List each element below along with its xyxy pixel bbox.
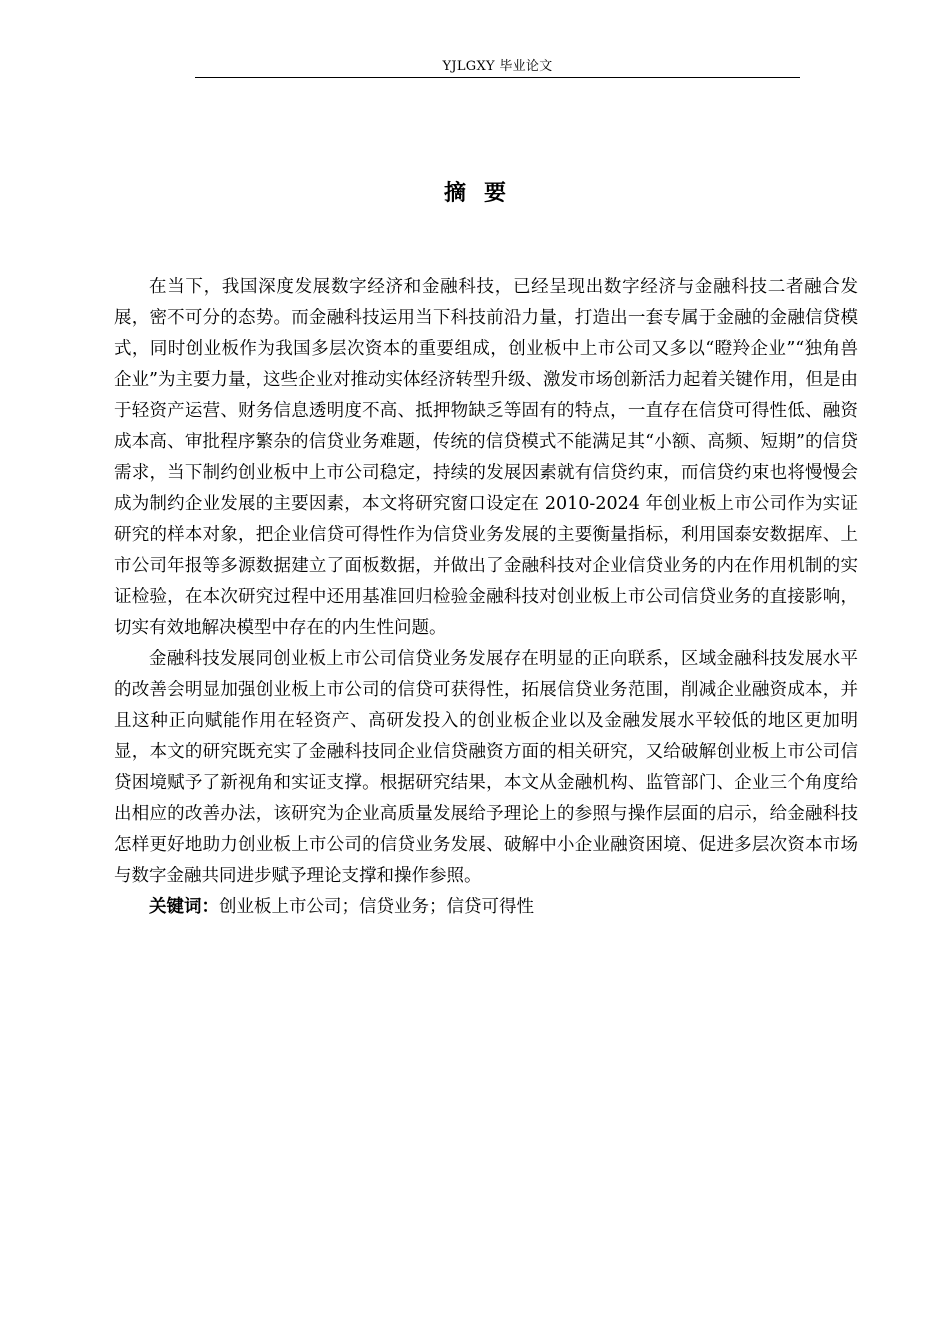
abstract-paragraph-2: 金融科技发展同创业板上市公司信贷业务发展存在明显的正向联系，区域金融科技发展水平的改善会明显加强创业板上市公司的信贷可获得性，拓展信贷业务范围，削减企业融资成本，并且这种正向赋能作用在轻资产、高研发投入的创业板企业以及金融发展水平较低的地区更加明显，本文的研究既充实了金融科技同企业信贷融资方面的相关研究，又给破解创业板上市公司信贷困境赋予了新视角和实证支撑。根据研究结果，本文从金融机构、监管部门、企业三个角度给出相应的改善办法，该研究为企业高质量发展给予理论上的参照与操作层面的启示，给金融科技怎样更好地助力创业板上市公司的信贷业务发展、破解中小企业融资困境、促进多层次资本市场与数字金融共同进步赋予理论支撑和操作参照。 <box>114 649 858 886</box>
abstract-title: 摘要 <box>443 181 524 206</box>
abstract-body <box>114 272 858 923</box>
header-rule <box>195 77 800 78</box>
keywords-value: 创业板上市公司；信贷业务；信贷可得性 <box>219 897 534 917</box>
abstract-paragraph-1: 在当下，我国深度发展数字经济和金融科技，已经呈现出数字经济与金融科技二者融合发展，密不可分的态势。而金融科技运用当下科技前沿力量，打造出一套专属于金融的金融信贷模式，同时创业板作为我国多层次资本的重要组成，创业板中上市公司又多以“瞪羚企业”“独角兽企业”为主要力量，这些企业对推动实体经济转型升级、激发市场创新活力起着关键作用，但是由于轻资产运营、财务信息透明度不高、抵押物缺乏等固有的特点，一直存在信贷可得性低、融资成本高、审批程序繁杂的信贷业务难题，传统的信贷模式不能满足其“小额、高频、短期”的信贷需求，当下制约创业板中上市公司稳定，持续的发展因素就有信贷约束，而信贷约束也将慢慢会成为制约企业发展的主要因素，本文将研究窗口设定在 2010-2024 年创业板上市公司作为实证研究的样本对象，把企业信贷可得性作为信贷业务发展的主要衡量指标，利用国泰安数据库、上市公司年报等多源数据建立了面板数据，并做出了金融科技对企业信贷业务的内在作用机制的实证检验，在本次研究过程中还用基准回归检验金融科技对创业板上市公司信贷业务的直接影响，切实有效地解决模型中存在的内生性问题。 <box>114 277 858 638</box>
keywords-label: 关键词： <box>149 897 219 917</box>
running-header: YJLGXY 毕业论文 <box>442 59 553 74</box>
keywords-line <box>114 892 858 923</box>
